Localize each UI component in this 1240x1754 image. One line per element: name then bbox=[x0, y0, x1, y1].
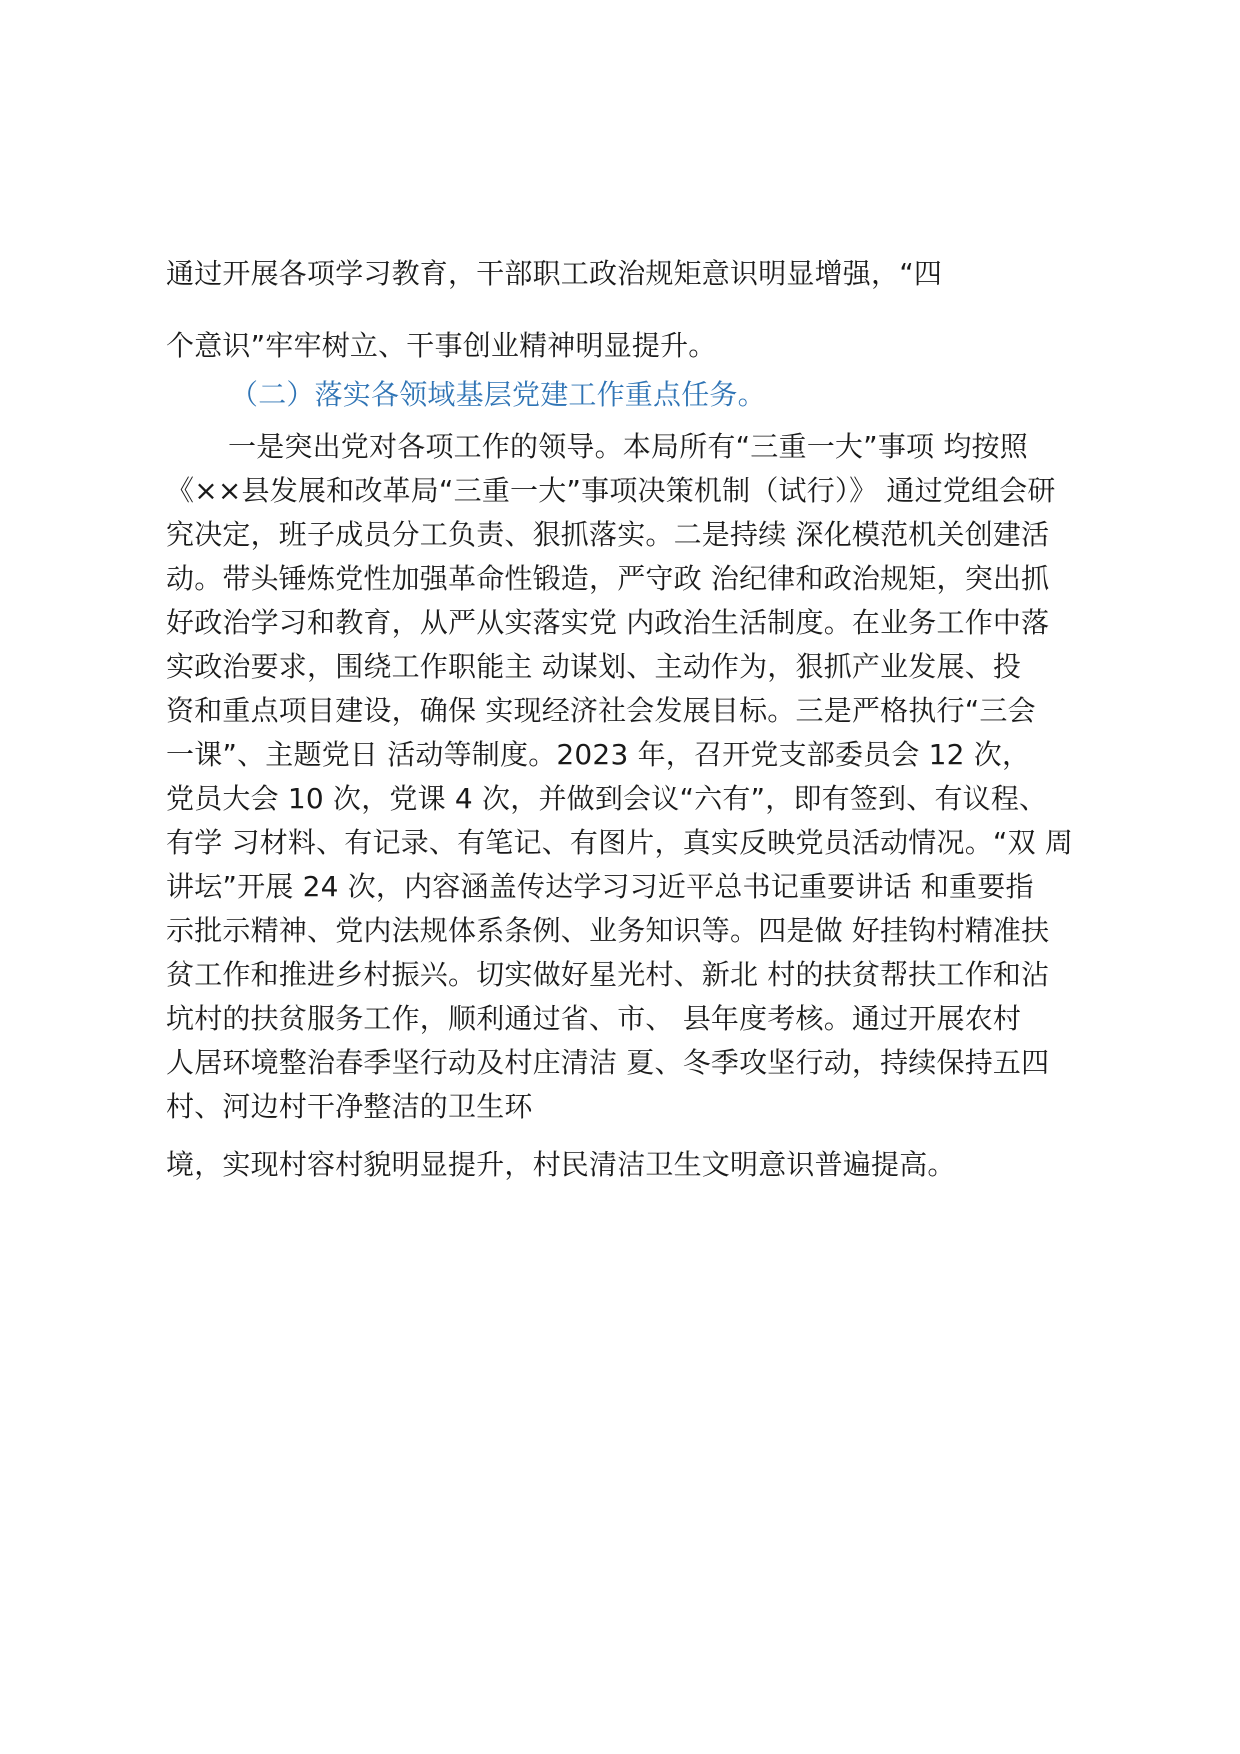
closing-line: 境，实现村容村貌明显提升，村民清洁卫生文明意识普遍提高。 bbox=[166, 1148, 956, 1181]
section-heading: （二）落实各领域基层党建工作重点任务。 bbox=[230, 378, 766, 411]
body-line-3: 究决定，班子成员分工负责、狠抓落实。二是持续 深化模范机关创建活 bbox=[166, 518, 1050, 551]
body-line-11: 讲坛”开展 24 次，内容涵盖传达学习习近平总书记重要讲话 和重要指 bbox=[166, 870, 1034, 903]
body-line-4: 动。带头锤炼党性加强革命性锻造，严守政 治纪律和政治规矩，突出抓 bbox=[166, 562, 1050, 595]
body-line-8: 一课”、主题党日 活动等制度。2023 年，召开党支部委员会 12 次， bbox=[166, 738, 1031, 771]
body-line-2: 《××县发展和改革局“三重一大”事项决策机制（试行）》 通过党组会研 bbox=[166, 474, 1056, 507]
body-line-13: 贫工作和推进乡村振兴。切实做好星光村、新北 村的扶贫帮扶工作和沾 bbox=[166, 958, 1050, 991]
body-line-16: 村、河边村干净整洁的卫生环 bbox=[166, 1090, 533, 1123]
intro-line-1: 通过开展各项学习教育，干部职工政治规矩意识明显增强，“四 bbox=[166, 257, 943, 290]
body-line-6: 实政治要求，围绕工作职能主 动谋划、主动作为，狠抓产业发展、投 bbox=[166, 650, 1022, 683]
body-line-12: 示批示精神、党内法规体系条例、业务知识等。四是做 好挂钩村精准扶 bbox=[166, 914, 1050, 947]
body-line-14: 坑村的扶贫服务工作，顺利通过省、市、 县年度考核。通过开展农村 bbox=[166, 1002, 1022, 1035]
body-line-5: 好政治学习和教育，从严从实落实党 内政治生活制度。在业务工作中落 bbox=[166, 606, 1050, 639]
body-line-1: 一是突出党对各项工作的领导。本局所有“三重一大”事项 均按照 bbox=[228, 430, 1028, 463]
intro-line-2: 个意识”牢牢树立、干事创业精神明显提升。 bbox=[166, 329, 717, 362]
body-line-9: 党员大会 10 次，党课 4 次，并做到会议“六有”，即有签到、有议程、 bbox=[166, 782, 1048, 815]
body-line-7: 资和重点项目建设，确保 实现经济社会发展目标。三是严格执行“三会 bbox=[166, 694, 1036, 727]
body-line-15: 人居环境整治春季坚行动及村庄清洁 夏、冬季攻坚行动，持续保持五四 bbox=[166, 1046, 1050, 1079]
body-line-10: 有学 习材料、有记录、有笔记、有图片，真实反映党员活动情况。“双 周 bbox=[166, 826, 1074, 859]
